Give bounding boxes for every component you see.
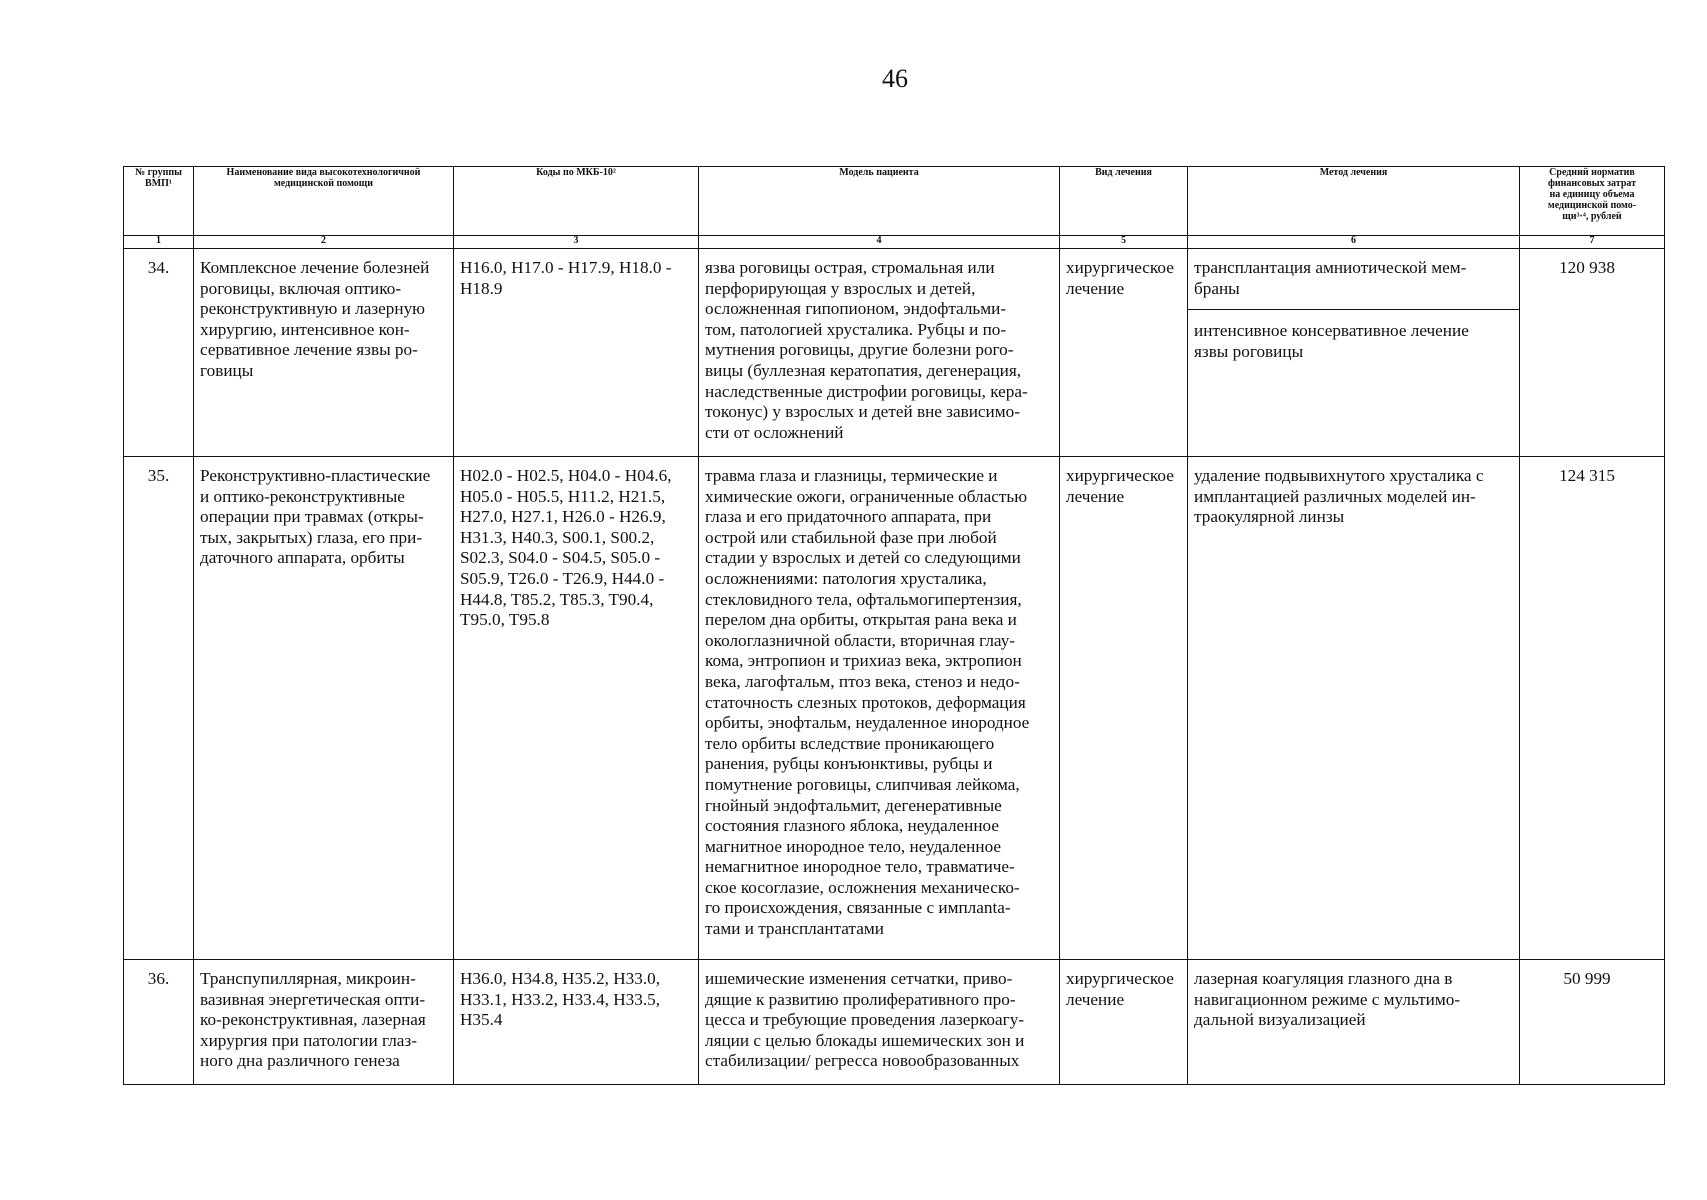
header-care-type-name: Наименование вида высокотехнологичной медицинской помощи (194, 167, 454, 236)
table-row (124, 249, 1665, 457)
care-name-cell (194, 249, 454, 457)
group-index-cell (124, 960, 194, 1085)
patient-model-cell (699, 457, 1060, 960)
treatment-type-cell (1060, 960, 1188, 1085)
table-row (124, 960, 1665, 1085)
patient-model-cell (699, 249, 1060, 457)
column-number: 2 (194, 236, 454, 249)
cost-cell (1520, 457, 1665, 960)
group-index: 35. (147, 466, 170, 485)
header-treatment-type: Вид лечения (1060, 167, 1188, 236)
treatment-method-cell (1188, 960, 1520, 1085)
treatment-type: хирургическое лечение (1066, 258, 1174, 298)
icd-codes-cell (454, 457, 699, 960)
care-name-cell (194, 457, 454, 960)
table-row (124, 457, 1665, 960)
cost-value: 124 315 (1559, 466, 1615, 485)
vmp-table (123, 166, 1665, 1085)
header-group-number: № группы ВМП¹ (124, 167, 194, 236)
patient-model: язва роговицы острая, стромальная или перфорирующая у взрослых и детей, осложненная гипопионом, эндофтальми- том, патологией хрусталика. Рубцы и по- мутнения роговицы, другие болезни рого- вицы (буллезная кератопатия, дегенерация, наследственные дистрофии роговицы, кера- токонус) у взрослых и детей вне зависимо- сти от осложнений (705, 258, 1028, 442)
care-name: Транспупиллярная, микроин- вазивная энергетическая опти- ко-реконструктивная, лазерная хирургия при патологии глаз- ного дна различного генеза (200, 969, 426, 1071)
column-number: 6 (1188, 236, 1520, 249)
icd-codes: H16.0, H17.0 - H17.9, H18.0 - H18.9 (460, 258, 672, 298)
icd-codes: H36.0, H34.8, H35.2, H33.0, H33.1, H33.2, H33.4, H33.5, H35.4 (460, 969, 661, 1030)
patient-model: травма глаза и глазницы, термические и химические ожоги, ограниченные областью глаза и его придаточного аппарата, при острой или стабильной фазе при любой стадии у взрослых и детей со следующими осложнениями: патология хрусталика, стекловидного тела, офтальмогипертензия, перелом дна орбиты, открытая рана века и окологлазничной области, вторичная глау- кома, энтропион и трихиаз века, эктропион века, лагофтальм, птоз века, стеноз и недо- статочность слезных протоков, деформация орбиты, энофтальм, неудаленное инородное тело орбиты вследствие проникающего ранения, рубцы конъюнктивы, рубцы и помутнение роговицы, слипчивая лейкома, гнойный эндофтальмит, дегенеративные состояния глазного яблока, неудаленное магнитное инородное тело, неудаленное немагнитное инородное тело, травматиче- ское косоглазие, осложнения механическо- го происхождения, связанные с имплanta- тами и трансплантатами (705, 466, 1030, 939)
treatment-type-cell (1060, 249, 1188, 457)
group-index-cell (124, 249, 194, 457)
patient-model-cell (699, 960, 1060, 1085)
column-number: 7 (1520, 236, 1665, 249)
group-index: 34. (147, 258, 170, 277)
icd-codes: H02.0 - H02.5, H04.0 - H04.6, H05.0 - H05.5, H11.2, H21.5, H27.0, H27.1, H26.0 - H26.9, H31.3, H40.3, S00.1, S00.2, S02.3, S04.0 - S04.5, S05.0 - S05.9, T26.0 - T26.9, H44.0 - H44.8, T85.2, T85.3, T90.4, T95.0, T95.8 (460, 466, 672, 630)
cost-cell (1520, 960, 1665, 1085)
treatment-method: удаление подвывихнутого хрусталика с имплантацией различных моделей ин- траокулярной линзы (1194, 466, 1484, 527)
column-number: 1 (124, 236, 194, 249)
header-icd-codes: Коды по МКБ-10² (454, 167, 699, 236)
column-number: 4 (699, 236, 1060, 249)
treatment-method-cell (1188, 249, 1520, 457)
treatment-method-cell (1188, 457, 1520, 960)
icd-codes-cell (454, 960, 699, 1085)
icd-codes-cell (454, 249, 699, 457)
group-index-cell (124, 457, 194, 960)
treatment-type-cell (1060, 457, 1188, 960)
column-number-row (124, 236, 1665, 249)
treatment-type: хирургическое лечение (1066, 969, 1174, 1009)
cost-value: 120 938 (1559, 258, 1615, 277)
cost-cell (1520, 249, 1665, 457)
header-row (124, 167, 1665, 236)
page-number: 46 (882, 64, 908, 93)
patient-model: ишемические изменения сетчатки, приво- дящие к развитию пролиферативного про- цесса и требующие проведения лазеркоагу- ляции с целью блокады ишемических зон и стабилизации/ регресса новообразованных (705, 969, 1025, 1071)
column-number: 5 (1060, 236, 1188, 249)
care-name: Реконструктивно-пластические и оптико-реконструктивные операции при травмах (откры- тых, закрытых) глаза, его при- даточного аппарата, орбиты (200, 466, 431, 568)
cost-value: 50 999 (1563, 969, 1611, 988)
treatment-type: хирургическое лечение (1066, 466, 1174, 506)
treatment-method-amniotic: трансплантация амниотической мем- браны (1188, 249, 1519, 310)
treatment-method: лазерная коагуляция глазного дна в навигационном режиме с мультимо- дальной визуализацией (1194, 969, 1461, 1030)
care-name: Комплексное лечение болезней роговицы, включая оптико- реконструктивную и лазерную хирургию, интенсивное кон- сервативное лечение язвы ро- говицы (200, 258, 430, 380)
column-number: 3 (454, 236, 699, 249)
header-treatment-method: Метод лечения (1188, 167, 1520, 236)
treatment-method-conservative: интенсивное консервативное лечение язвы роговицы (1194, 321, 1469, 361)
header-cost-standard: Средний норматив финансовых затрат на единицу объема медицинской помо- щи³·⁴, рублей (1520, 167, 1665, 236)
group-index: 36. (147, 969, 170, 988)
header-patient-model: Модель пациента (699, 167, 1060, 236)
care-name-cell (194, 960, 454, 1085)
